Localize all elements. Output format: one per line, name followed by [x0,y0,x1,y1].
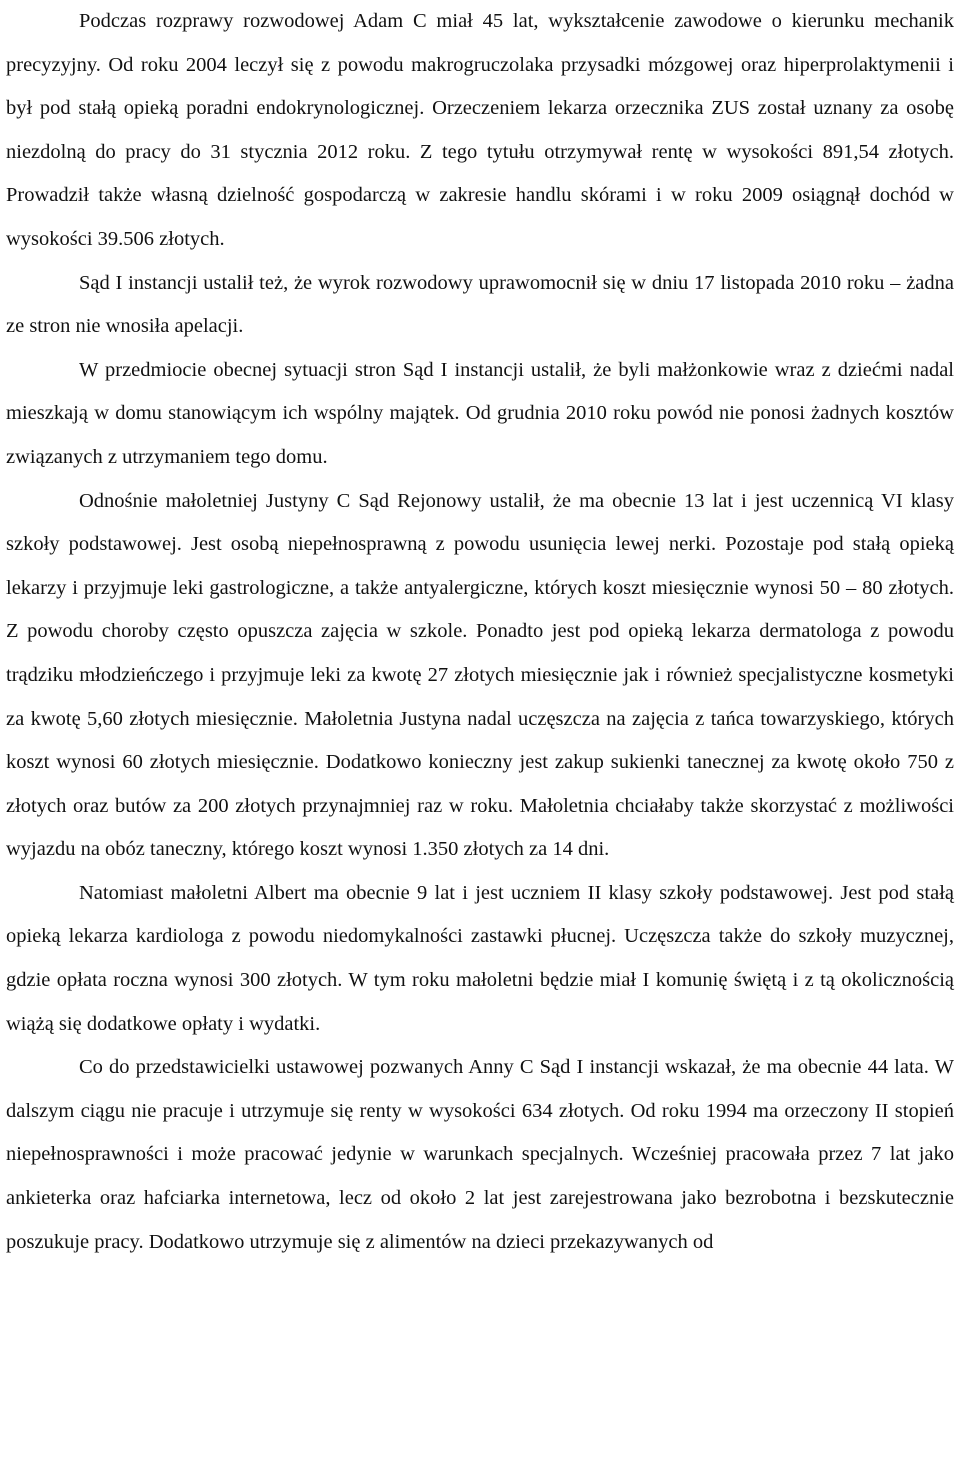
paragraph-justyna-c: Odnośnie małoletniej Justyny C Sąd Rejonowy ustalił, że ma obecnie 13 lat i jest uczennicą VI klasy szkoły podstawowej. Jest osobą niepełnosprawną z powodu usunięcia lewej nerki. Pozostaje pod stałą opieką lekarzy i przyjmuje leki gastrologiczne, a także antyalergiczne, których koszt miesięcznie wynosi 50 – 80 złotych. Z powodu choroby często opuszcza zajęcia w szkole. Ponadto jest pod opieką lekarza dermatologa z powodu trądziku młodzieńczego i przyjmuje leki za kwotę 27 złotych miesięcznie jak i również specjalistyczne kosmetyki za kwotę 5,60 złotych miesięcznie. Małoletnia Justyna nadal uczęszcza na zajęcia z tańca towarzyskiego, których koszt wynosi 60 złotych miesięcznie. Dodatkowo konieczny jest zakup sukienki tanecznej za kwotę około 750 z złotych oraz butów za 200 złotych przynajmniej raz w roku. Małoletnia chciałaby także skorzystać z możliwości wyjazdu na obóz taneczny, którego koszt wynosi 1.350 złotych za 14 dni. [6,489,954,861]
paragraph-albert: Natomiast małoletni Albert ma obecnie 9 lat i jest uczniem II klasy szkoły podstawowej. Jest pod stałą opieką lekarza kardiologa z powodu niedomykalności zastawki płucnej. Uczęszcza także do szkoły muzycznej, gdzie opłata roczna wynosi 300 złotych. W tym roku małoletni będzie miał I komunię świętą i z tą okolicznością wiążą się dodatkowe opłaty i wydatki. [6,881,954,1035]
paragraph-adam-c: Podczas rozprawy rozwodowej Adam C miał 45 lat, wykształcenie zawodowe o kierunku mechanik precyzyjny. Od roku 2004 leczył się z powodu makrogruczolaka przysadki mózgowej oraz hiperprolaktymenii i był pod stałą opieką poradni endokrynologicznej. Orzeczeniem lekarza orzecznika ZUS został uznany za osobę niezdolną do pracy do 31 stycznia 2012 roku. Z tego tytułu otrzymywał rentę w wysokości 891,54 złotych. Prowadził także własną dzielność gospodarczą w zakresie handlu skórami i w roku 2009 osiągnął dochód w wysokości 39.506 złotych. [6,10,954,250]
paragraph-divorce-judgment: Sąd I instancji ustalił też, że wyrok rozwodowy uprawomocnił się w dniu 17 listopada 2010 roku – żadna ze stron nie wnosiła apelacji. [6,271,954,338]
document-page [6,0,954,1264]
paragraph-anna-c: Co do przedstawicielki ustawowej pozwanych Anny C Sąd I instancji wskazał, że ma obecnie 44 lata. W dalszym ciągu nie pracuje i utrzymuje się renty w wysokości 634 złotych. Od roku 1994 ma orzeczony II stopień niepełnosprawności i może pracować jedynie w warunkach specjalnych. Wcześniej pracowała przez 7 lat jako ankieterka oraz hafciarka internetowa, lecz od około 2 lat jest zarejestrowana jako bezrobotna i bezskutecznie poszukuje pracy. Dodatkowo utrzymuje się z alimentów na dzieci przekazywanych od [6,1056,954,1253]
paragraph-current-situation: W przedmiocie obecnej sytuacji stron Sąd I instancji ustalił, że byli małżonkowie wraz z dziećmi nadal mieszkają w domu stanowiącym ich wspólny majątek. Od grudnia 2010 roku powód nie ponosi żadnych kosztów związanych z utrzymaniem tego domu. [6,358,954,468]
